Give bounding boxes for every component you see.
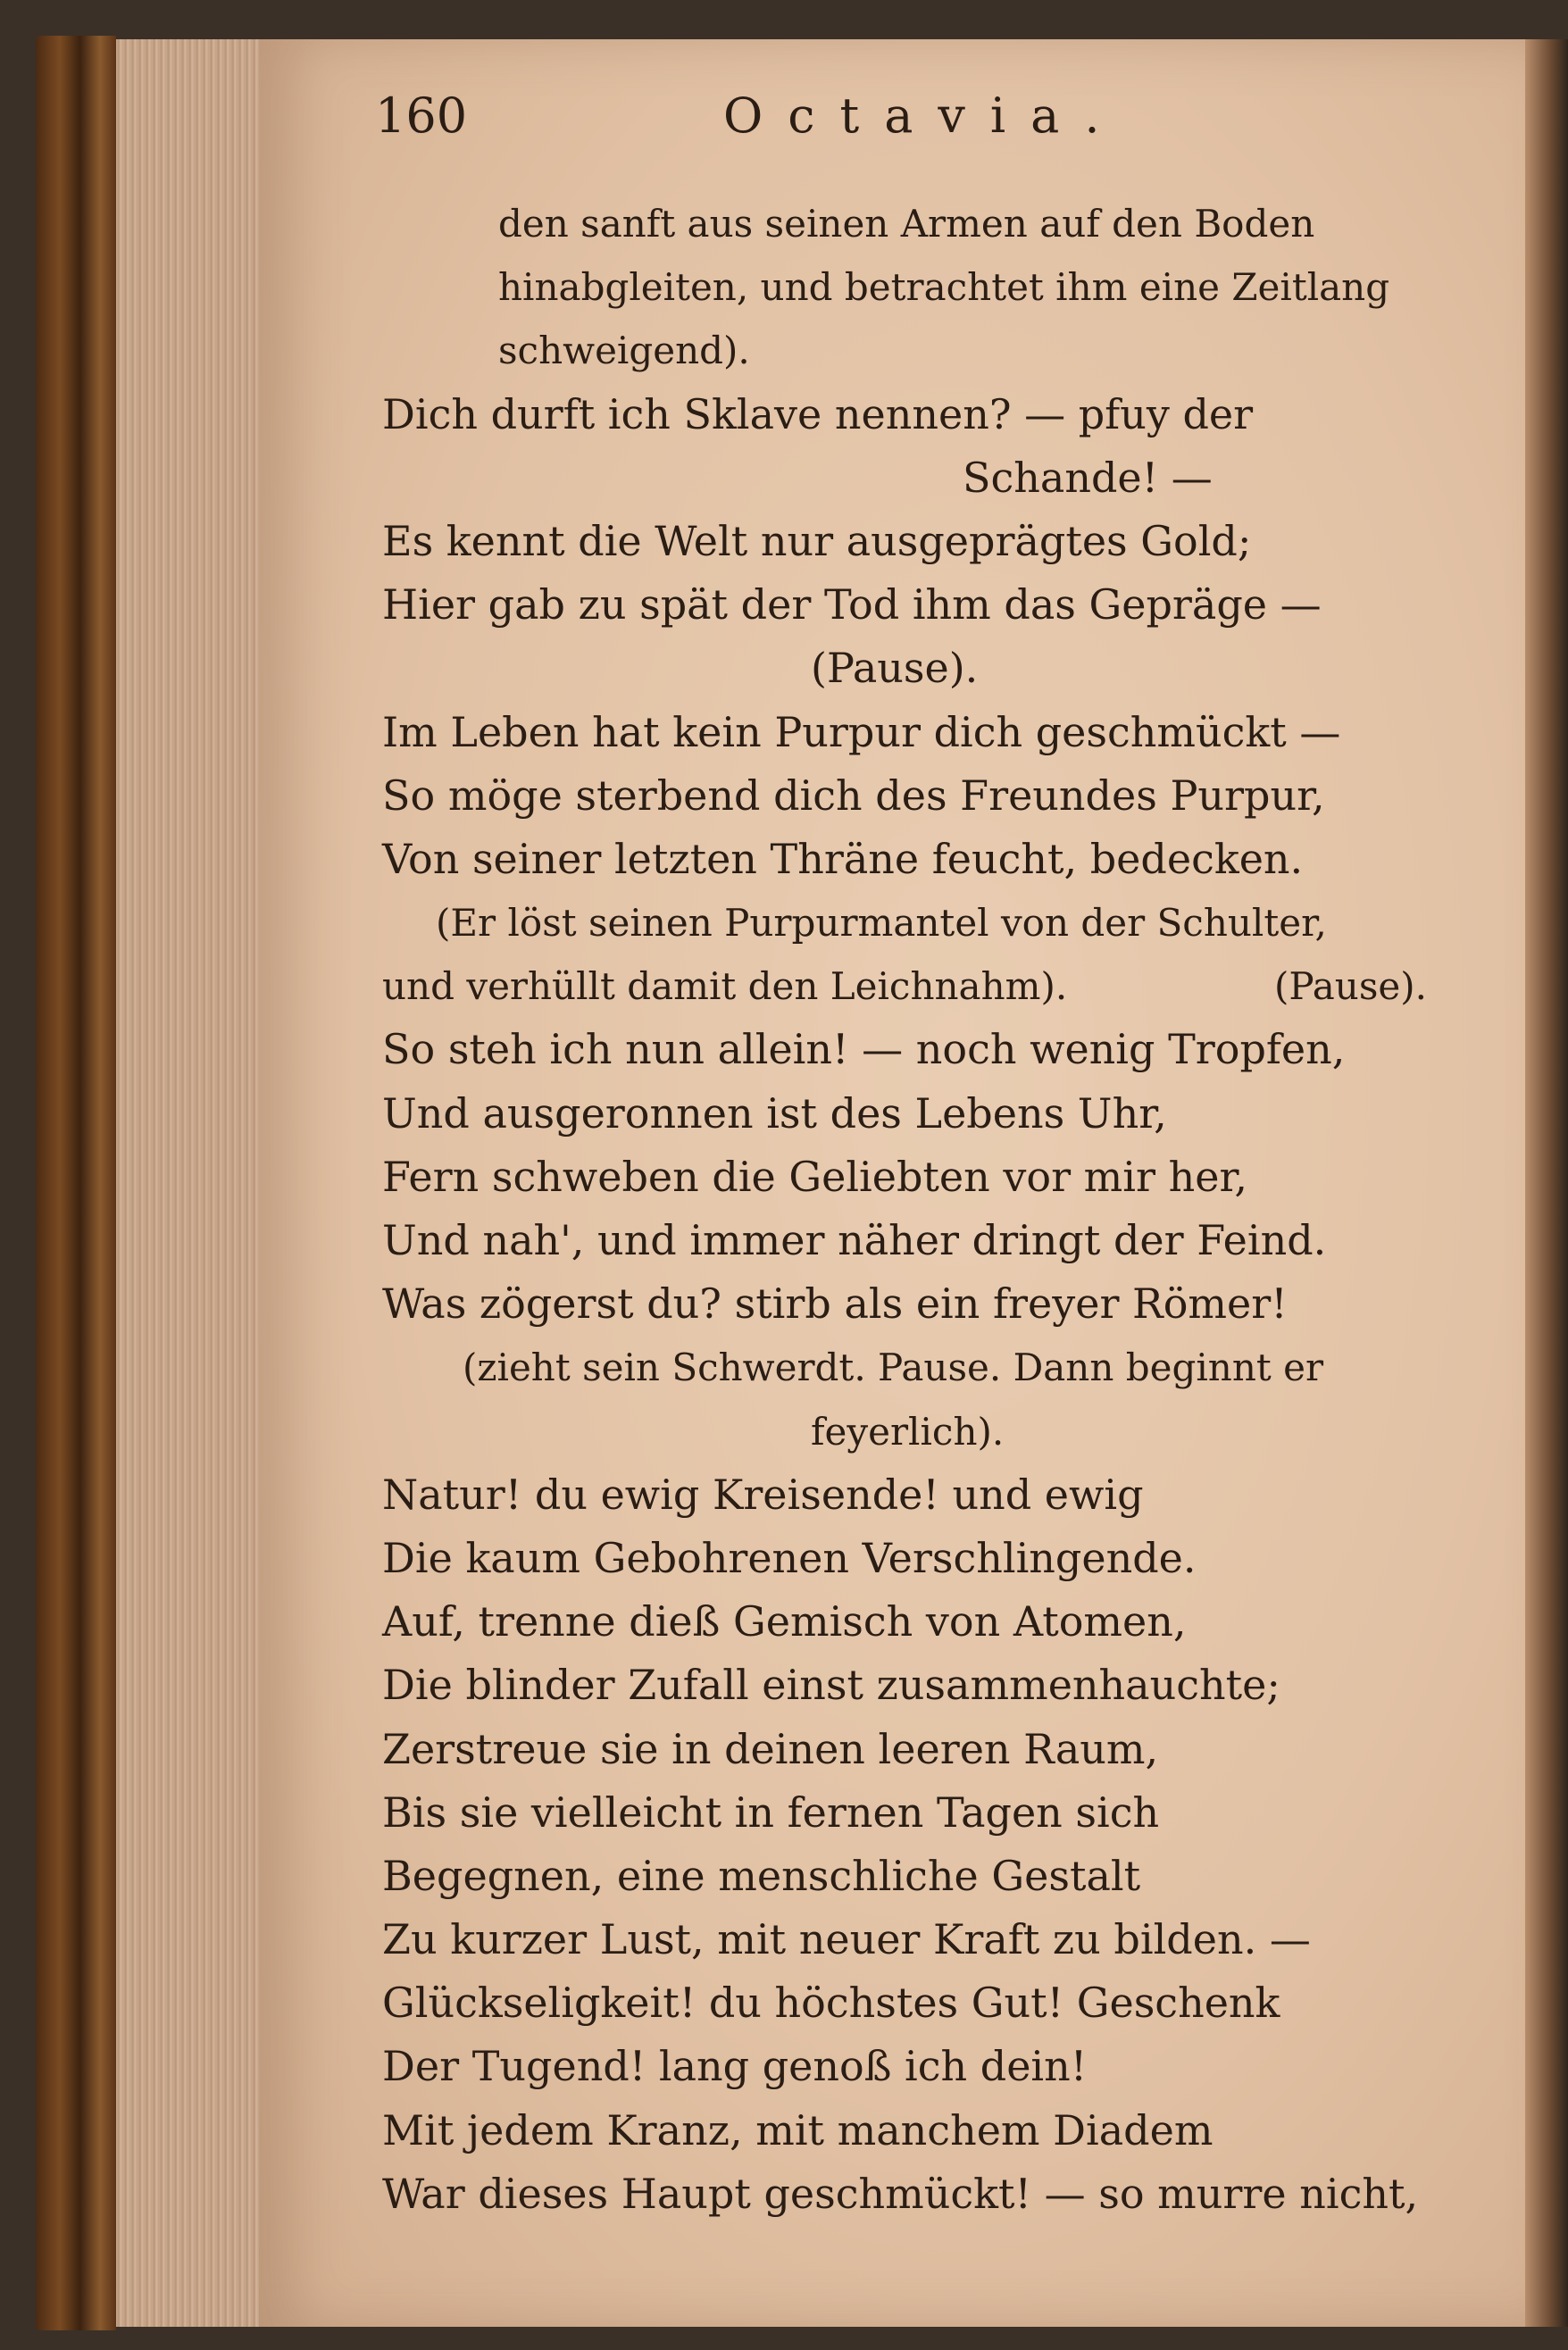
page-gutter: [1525, 39, 1568, 2327]
page-edges: [116, 39, 259, 2327]
text-line: (zieht sein Schwerdt. Pause. Dann beginnt er: [463, 1346, 1324, 1390]
text-line: So möge sterbend dich des Freundes Purpur,: [382, 771, 1325, 820]
text-line: Zerstreue sie in deinen leeren Raum,: [382, 1724, 1159, 1773]
text-line: (Pause).: [811, 644, 979, 693]
stage-direction: und verhüllt damit den Leichnahm).: [382, 964, 1068, 1009]
text-line: Begegnen, eine menschliche Gestalt: [382, 1851, 1141, 1900]
text-line: feyerlich).: [811, 1409, 1005, 1454]
text-line: Und nah', und immer näher dringt der Feind.: [382, 1216, 1327, 1264]
text-line: Die kaum Gebohrenen Verschlingende.: [382, 1533, 1197, 1582]
page-header: [375, 88, 1447, 159]
text-line: Die blinder Zufall einst zusammenhauchte;: [382, 1661, 1280, 1710]
running-title: Octavia.: [723, 88, 1125, 144]
text-line: schweigend).: [498, 329, 750, 373]
text-line: Dich durft ich Sklave nennen? — pfuy der: [382, 389, 1254, 438]
text-line: Bis sie vielleicht in fernen Tagen sich: [382, 1788, 1160, 1837]
text-line: War dieses Haupt geschmückt! — so murre nicht,: [382, 2169, 1419, 2218]
text-line: Zu kurzer Lust, mit neuer Kraft zu bilden. —: [382, 1915, 1311, 1964]
text-line: So steh ich nun allein! — noch wenig Tropfen,: [382, 1025, 1346, 1074]
stage-direction: (Pause).: [1274, 964, 1427, 1009]
page-body: [382, 192, 1454, 2226]
text-line: Es kennt die Welt nur ausgeprägtes Gold;: [382, 516, 1252, 565]
text-line: den sanft aus seinen Armen auf den Boden: [498, 202, 1315, 246]
text-line: Schande! —: [963, 453, 1213, 502]
text-line: Auf, trenne dieß Gemisch von Atomen,: [382, 1597, 1187, 1646]
text-line: hinabgleiten, und betrachtet ihm eine Zeitlang: [498, 265, 1390, 310]
text-line: Im Leben hat kein Purpur dich geschmückt —: [382, 707, 1341, 756]
text-line: [382, 954, 1454, 1018]
text-line: Der Tugend! lang genoß ich dein!: [382, 2042, 1088, 2091]
text-line: Von seiner letzten Thräne feucht, bedecken.: [382, 834, 1304, 883]
text-line: (Er löst seinen Purpurmantel von der Schulter,: [436, 901, 1327, 946]
text-line: Was zögerst du? stirb als ein freyer Römer!: [382, 1279, 1288, 1329]
text-line: Fern schweben die Geliebten vor mir her,: [382, 1152, 1248, 1201]
page-number: 160: [375, 88, 468, 144]
text-line: Mit jedem Kranz, mit manchem Diadem: [382, 2105, 1214, 2154]
text-line: Glückseligkeit! du höchstes Gut! Geschenk: [382, 1979, 1280, 2028]
text-line: Und ausgeronnen ist des Lebens Uhr,: [382, 1088, 1167, 1138]
text-line: Natur! du ewig Kreisende! und ewig: [382, 1470, 1144, 1519]
book-spine: [36, 36, 116, 2330]
text-line: Hier gab zu spät der Tod ihm das Gepräge —: [382, 580, 1322, 629]
